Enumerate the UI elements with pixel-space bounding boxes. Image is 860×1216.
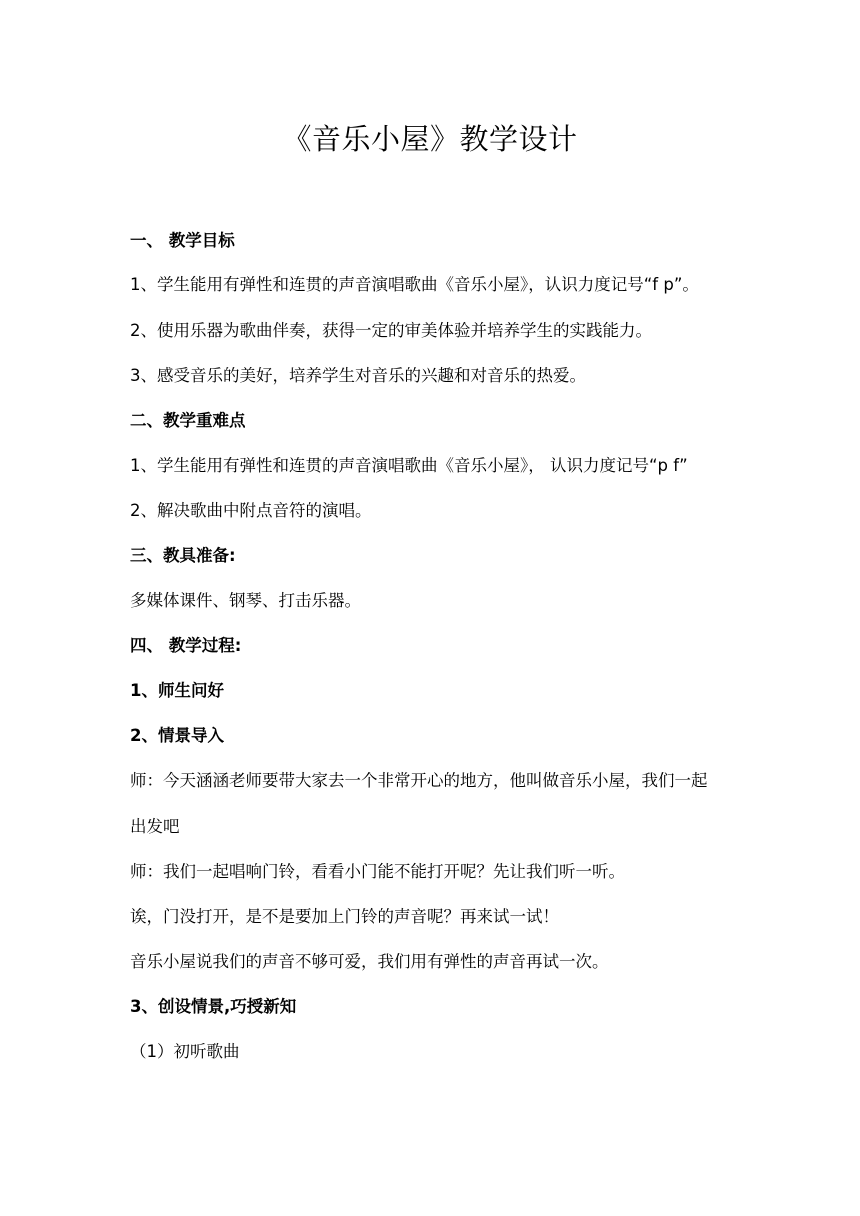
paragraph-teacher-line-2: 师：我们一起唱响门铃，看看小门能不能打开呢？先让我们听一听。 bbox=[130, 862, 625, 881]
subsection-heading-intro: 2、情景导入 bbox=[130, 726, 224, 745]
paragraph-key-point-2: 2、解决歌曲中附点音符的演唱。 bbox=[130, 501, 372, 520]
subsection-heading-new-knowledge: 3、创设情景,巧授新知 bbox=[130, 997, 297, 1016]
paragraph-key-point-1: 1、学生能用有弹性和连贯的声音演唱歌曲《音乐小屋》， 认识力度记号“p f” bbox=[130, 456, 688, 475]
section-heading-materials: 三、教具准备: bbox=[130, 546, 236, 565]
subsection-heading-greeting: 1、师生问好 bbox=[130, 681, 224, 700]
paragraph-teacher-line-1a: 师：今天涵涵老师要带大家去一个非常开心的地方，他叫做音乐小屋，我们一起 bbox=[130, 771, 708, 790]
paragraph-materials: 多媒体课件、钢琴、打击乐器。 bbox=[130, 591, 361, 610]
paragraph-first-listen: （1）初听歌曲 bbox=[130, 1042, 240, 1061]
paragraph-objective-3: 3、感受音乐的美好，培养学生对音乐的兴趣和对音乐的热爱。 bbox=[130, 366, 586, 385]
section-heading-process: 四、 教学过程: bbox=[130, 636, 242, 655]
document-title: 《音乐小屋》教学设计 bbox=[282, 122, 578, 156]
paragraph-teacher-line-4: 音乐小屋说我们的声音不够可爱，我们用有弹性的声音再试一次。 bbox=[130, 952, 609, 971]
paragraph-teacher-line-3: 诶，门没打开，是不是要加上门铃的声音呢？再来试一试！ bbox=[130, 907, 559, 926]
paragraph-teacher-line-1b: 出发吧 bbox=[130, 817, 180, 836]
paragraph-objective-2: 2、使用乐器为歌曲伴奏，获得一定的审美体验并培养学生的实践能力。 bbox=[130, 321, 652, 340]
paragraph-objective-1: 1、学生能用有弹性和连贯的声音演唱歌曲《音乐小屋》，认识力度记号“f p”。 bbox=[130, 275, 699, 294]
section-heading-key-points: 二、教学重难点 bbox=[130, 411, 246, 430]
section-heading-objectives: 一、 教学目标 bbox=[130, 231, 235, 250]
